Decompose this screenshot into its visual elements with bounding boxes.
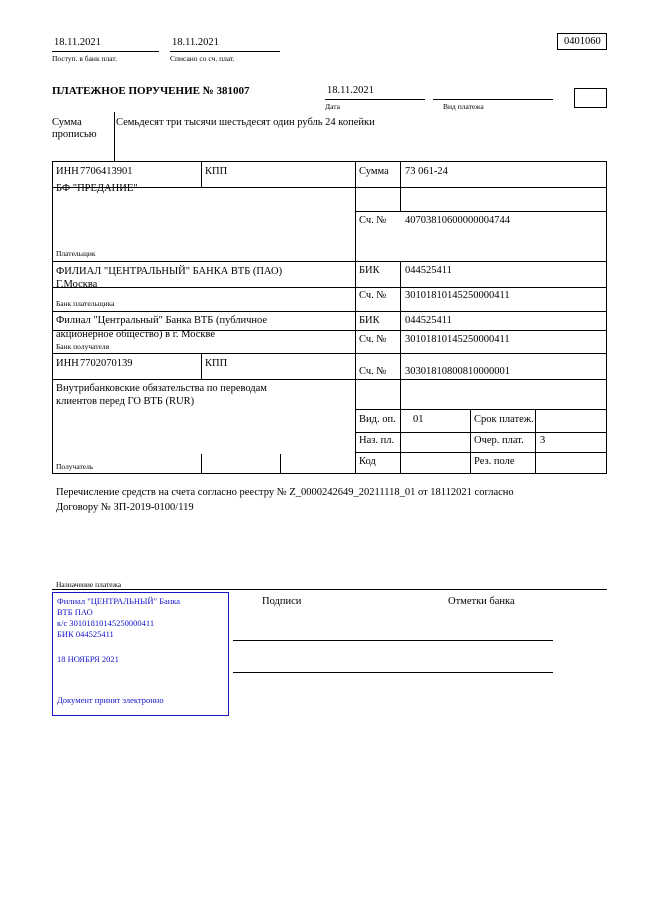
payee-bank-account-label: Сч. №: [359, 334, 387, 345]
stamp-line-2: ВТБ ПАО: [57, 607, 93, 617]
payee-bank-bik-label: БИК: [359, 315, 380, 326]
stamp-line-3: к/с 30101810145250000411: [57, 618, 155, 628]
signatures-label: Подписи: [262, 596, 302, 607]
table-mid-divider: [355, 161, 356, 474]
payee-inn-label: ИНН: [56, 358, 79, 369]
bank-marks-label: Отметки банка: [448, 596, 515, 607]
payer-bank-bik-label: БИК: [359, 265, 380, 276]
payee-account-divider: [400, 379, 401, 409]
amount-label: Сумма: [359, 166, 389, 177]
table-line-payee-inn-bottom: [52, 379, 607, 380]
purpose-caption: Назначение платежа: [56, 580, 122, 589]
bank-stamp: [52, 592, 229, 716]
bank-label-divider: [400, 261, 401, 379]
payer-kpp-label: КПП: [205, 166, 228, 177]
table-line-payee-acc-bottom: [355, 409, 607, 410]
payee-extra-divider-1: [201, 454, 202, 473]
doc-date-rule: [325, 99, 425, 100]
op-col3-divider: [535, 409, 536, 473]
form-code-value: 0401060: [564, 36, 601, 47]
doc-date-label: Дата: [325, 102, 340, 111]
table-line-top: [52, 161, 607, 162]
payee-bank-caption: Банк получателя: [56, 342, 110, 351]
payee-name-1: Внутрибанковские обязательства по переводам: [56, 383, 267, 394]
payer-caption: Плательщик: [56, 249, 96, 258]
date-written-off-rule: [170, 51, 280, 52]
payer-inn-value: 7706413901: [80, 166, 133, 177]
table-border-left: [52, 161, 53, 474]
payer-account-label: Сч. №: [359, 215, 387, 226]
payer-bank-name-2: Г.Москва: [56, 279, 98, 290]
payee-bank-name-1: Филиал "Центральный" Банка ВТБ (публичное: [56, 315, 268, 326]
payer-kpp-divider: [201, 161, 202, 187]
ocher-plat-label: Очер. плат.: [474, 435, 524, 446]
payee-bank-bik-value: 044525411: [405, 315, 452, 326]
payee-name-2: клиентов перед ГО ВТБ (RUR): [56, 396, 195, 407]
page-title: ПЛАТЕЖНОЕ ПОРУЧЕНИЕ № 381007: [52, 85, 250, 97]
table-line-payerbank-bottom: [52, 311, 607, 312]
account-label-divider: [400, 187, 401, 211]
vid-op-label: Вид. оп.: [359, 414, 396, 425]
payee-extra-divider-2: [280, 454, 281, 473]
stamp-line-1: Филиал "ЦЕНТРАЛЬНЫЙ" Банка: [57, 596, 181, 606]
table-line-amount-bottom: [355, 211, 607, 212]
table-line-op1: [355, 432, 607, 433]
kod-label: Код: [359, 456, 376, 467]
vid-op-value: 01: [413, 414, 424, 425]
payee-inn-value: 7702070139: [80, 358, 133, 369]
rez-pole-label: Рез. поле: [474, 456, 515, 467]
payment-kind-code-box: [574, 88, 607, 108]
table-line-payer-bottom: [52, 261, 607, 262]
amount-words-divider: [114, 112, 115, 161]
payer-name: БФ "ПРЕДАНИЕ": [56, 183, 138, 194]
payer-inn-label: ИНН: [56, 166, 79, 177]
payment-kind-label: Вид платежа: [443, 102, 484, 111]
stamp-gap-2: [57, 665, 224, 695]
payee-account-label: Сч. №: [359, 366, 387, 377]
amount-in-words-value: Семьдесят три тысячи шестьдесят один рубль 24 копейки: [116, 117, 375, 128]
signature-rule-1: [233, 640, 553, 641]
payer-bank-account-value: 30101810145250000411: [405, 290, 510, 301]
stamp-line-5: 18 НОЯБРЯ 2021: [57, 654, 119, 664]
doc-date-value: 18.11.2021: [327, 85, 374, 96]
table-line-payeebank-bottom: [52, 353, 607, 354]
payment-kind-rule: [433, 99, 553, 100]
table-line-payerbank-row: [52, 287, 607, 288]
purpose-line-1: Перечисление средств на счета согласно реестру № Z_0000242649_20211118_01 от 18112021 согласно: [56, 487, 514, 498]
date-received-value: 18.11.2021: [54, 37, 101, 48]
date-received-rule: [52, 51, 159, 52]
op-col1-divider: [400, 409, 401, 473]
payer-bank-bik-value: 044525411: [405, 265, 452, 276]
payee-kpp-divider: [201, 353, 202, 379]
purpose-bottom-rule: [52, 589, 607, 590]
naz-pl-label: Наз. пл.: [359, 435, 395, 446]
signature-rule-2: [233, 672, 553, 673]
amount-value: 73 061-24: [405, 166, 448, 177]
payer-bank-name-1: ФИЛИАЛ "ЦЕНТРАЛЬНЫЙ" БАНКА ВТБ (ПАО): [56, 266, 283, 277]
payer-account-value: 40703810600000004744: [405, 215, 510, 226]
date-written-off-value: 18.11.2021: [172, 37, 219, 48]
table-border-right: [606, 161, 607, 474]
srok-plat-label: Срок платеж.: [474, 414, 534, 425]
payer-bank-account-label: Сч. №: [359, 290, 387, 301]
table-line-bottom: [52, 473, 607, 474]
table-line-op2: [355, 452, 607, 453]
purpose-line-2: Договору № ЗП-2019-0100/119: [56, 502, 194, 513]
amount-words-label-1: Сумма: [52, 117, 82, 128]
payee-caption: Получатель: [56, 462, 94, 471]
ocher-plat-value: 3: [540, 435, 546, 446]
stamp-gap-1: [57, 640, 224, 654]
date-received-label: Поступ. в банк плат.: [52, 54, 117, 63]
payee-account-value: 30301810800810000001: [405, 366, 510, 377]
stamp-line-6: Документ принят электронно: [57, 695, 164, 705]
payee-bank-account-value: 30101810145250000411: [405, 334, 510, 345]
form-code-box: [557, 33, 607, 50]
stamp-line-4: БИК 044525411: [57, 629, 114, 639]
payee-kpp-label: КПП: [205, 358, 228, 369]
amount-words-label-2: прописью: [52, 129, 97, 140]
op-col2-divider: [470, 409, 471, 473]
payee-bank-name-2: акционерное общество) в г. Москве: [56, 329, 216, 340]
payer-bank-caption: Банк плательщика: [56, 299, 115, 308]
date-written-off-label: Списано со сч. плат.: [170, 54, 235, 63]
